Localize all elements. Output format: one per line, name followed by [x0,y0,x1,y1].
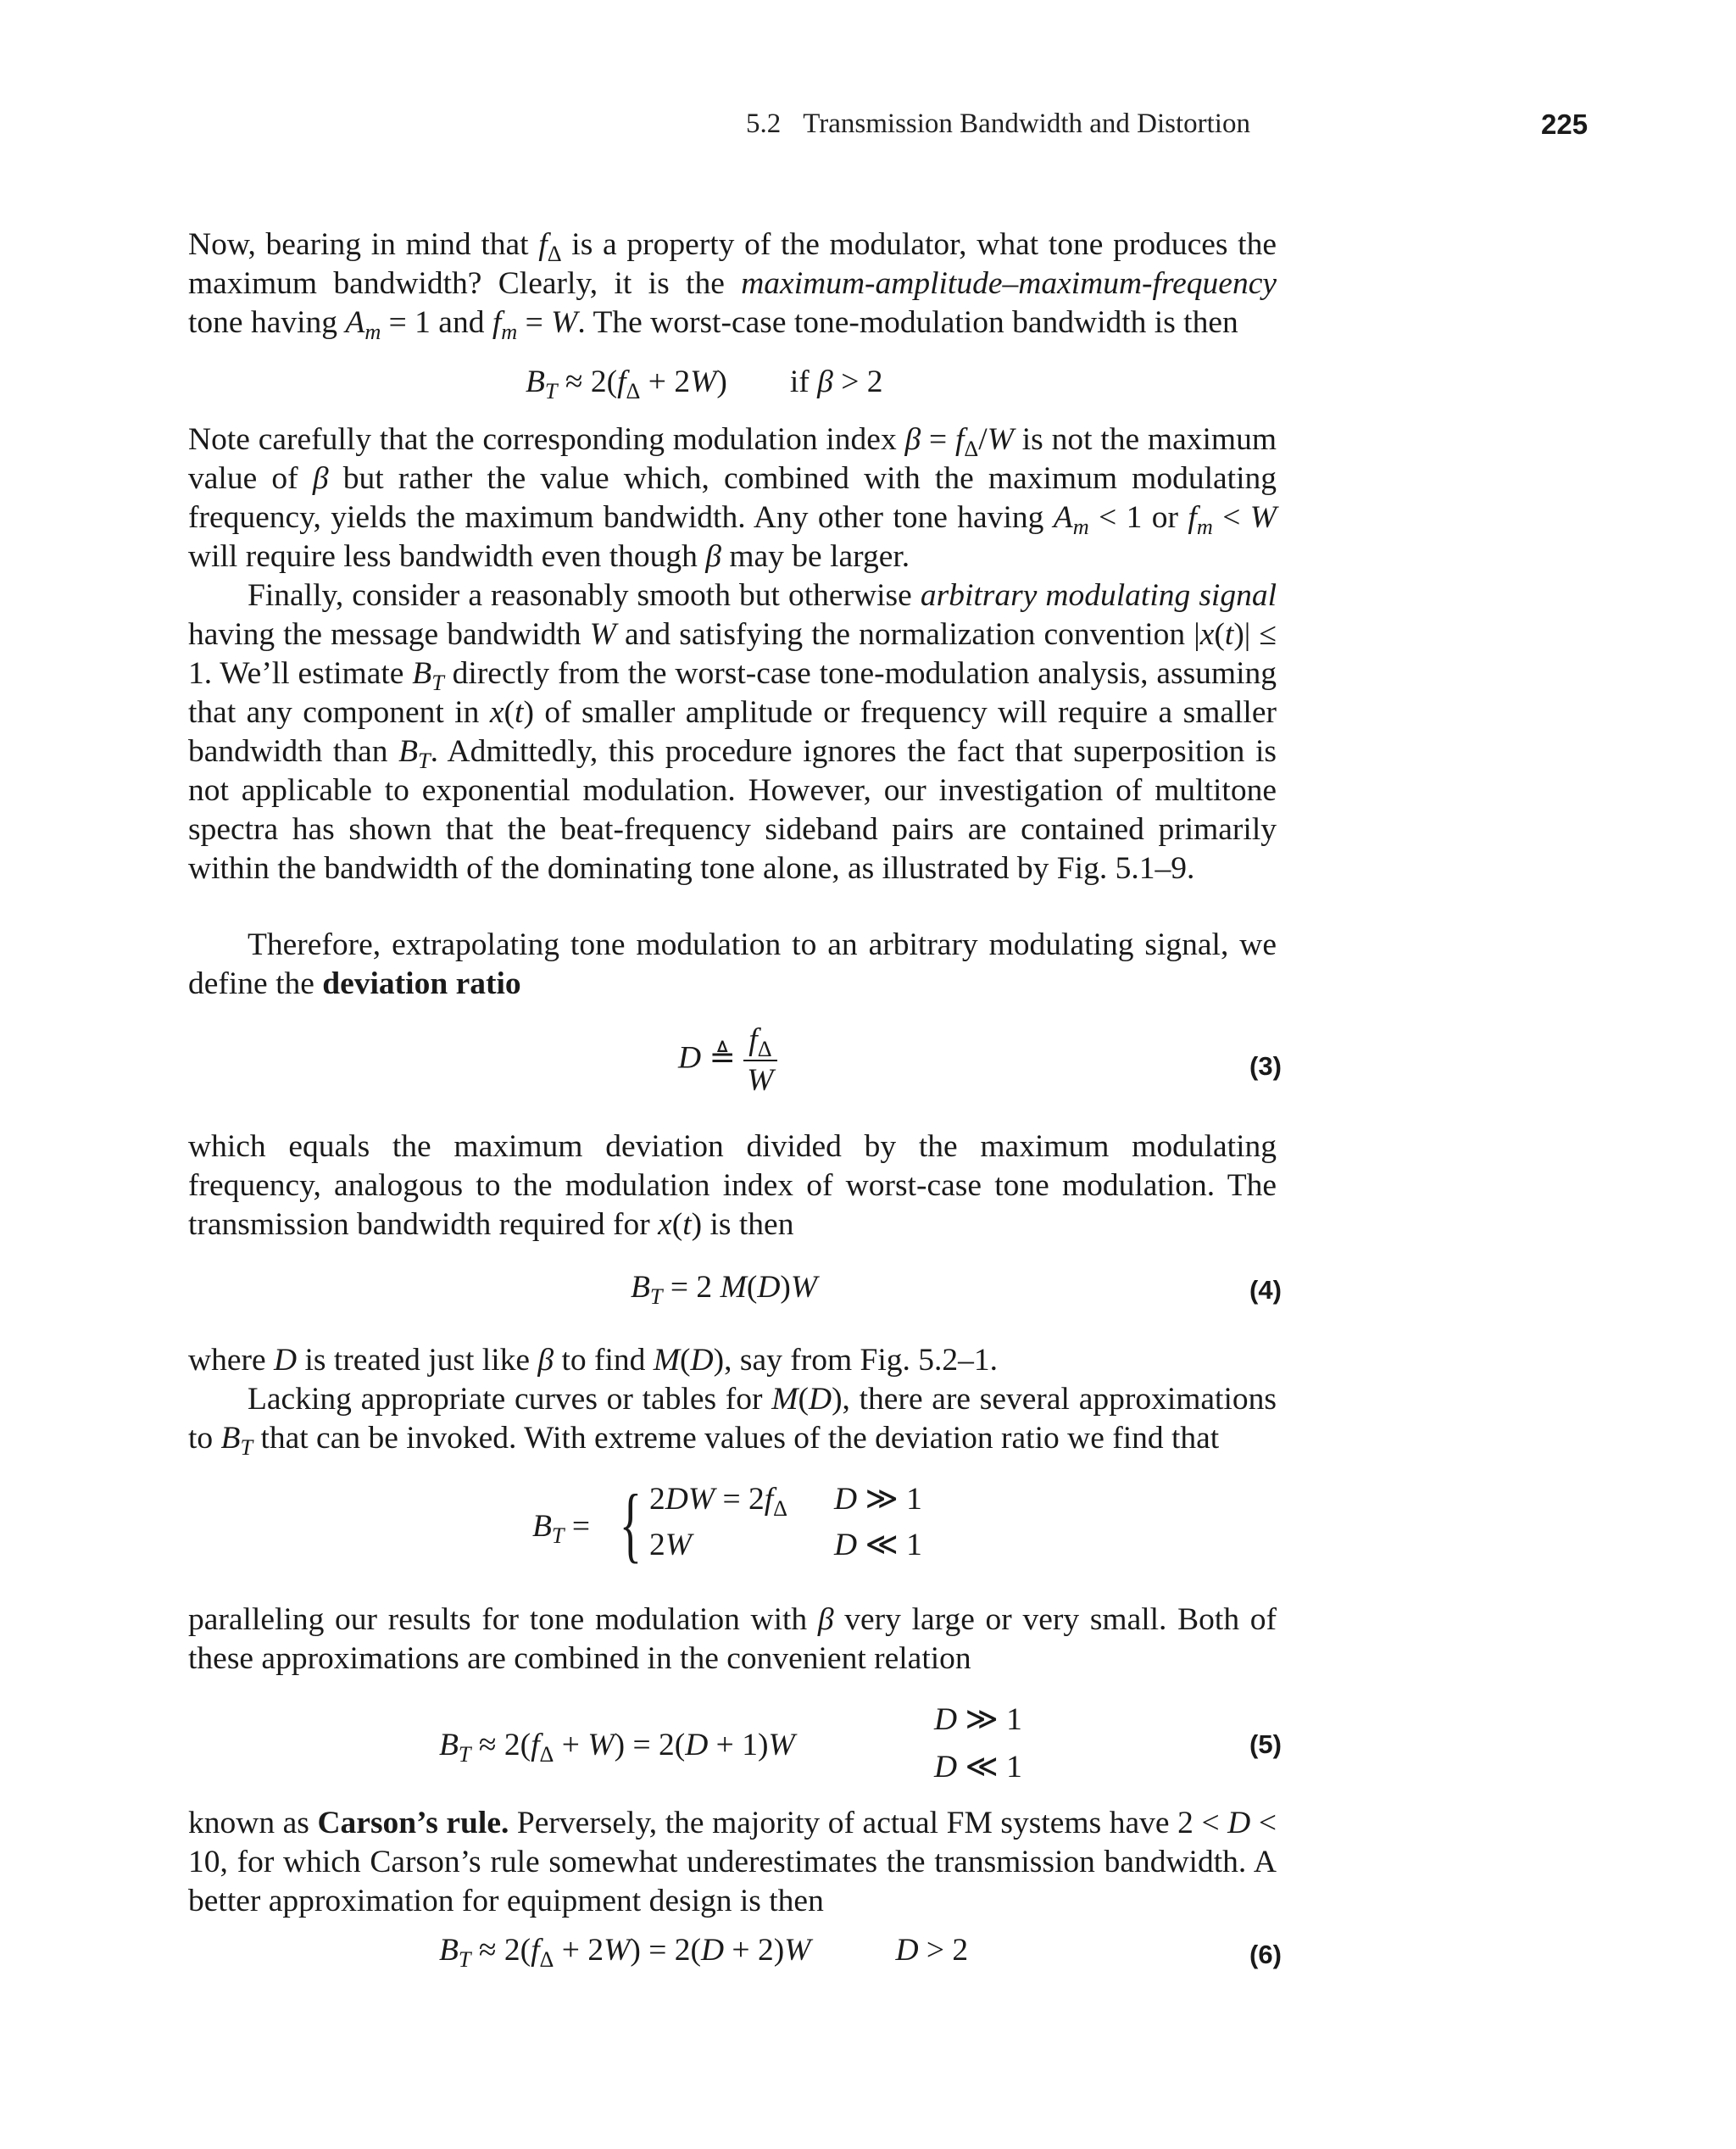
equation-number-6: (6) [1249,1940,1282,1969]
equation-number-5: (5) [1249,1729,1282,1759]
page-number: 225 [1541,109,1589,140]
section-number: 5.2 [746,109,782,139]
paragraph-9: known as Carson’s rule. Perversely, the majority of actual FM systems have 2 < D < 10, for which Carson’s rule somewhat underestimates the transmission bandwidth. A better approximation for equipment design is then [188,1806,1277,1918]
equation-3: D ≜ $\frac{f_\Delta}{W}$ [678,1021,777,1100]
paragraph-6: where D is treated just like β to find M(D), say from Fig. 5.2–1. [188,1343,999,1378]
paragraph-5: which equals the maximum deviation divided by the maximum modulating frequency, analogous to the modulation index of worst-case tone modulation. The transmission bandwidth required for x(t) is then [188,1129,1277,1242]
running-header [746,109,1250,140]
equation-number-3: (3) [1249,1051,1282,1081]
equation-5: $B_T \approx 2(f_\Delta + W) = 2(D + 1)W$ D ≫ 1 D ≪ 1 [439,1702,1022,1784]
section-title: Transmission Bandwidth and Distortion [803,109,1250,139]
equation-4: $B_T = 2$ M(D)W [631,1270,818,1309]
paragraph-4: Therefore, extrapolating tone modulation to an arbitrary modulating signal, we define the deviation ratio [188,927,1277,1001]
paragraph-8: paralleling our results for tone modulation with β very large or very small. Both of these approximations are combined in the convenient relation [188,1602,1277,1676]
equation-worst-case: $B_T \approx 2(f_\Delta + 2W)$ if β > 2 [526,365,883,404]
paragraph-7: Lacking appropriate curves or tables for M(D), there are several approximations to $B_T$ that can be invoked. With extreme values of the deviation ratio we find that [188,1382,1277,1460]
paragraph-3: Finally, consider a reasonably smooth but otherwise arbitrary modulating signal having the message bandwidth W and satisfying the normalization convention |x(t)| ≤ 1. We’ll estimate $B_T$ directly from the worst-case tone-modulation analysis, assuming that any component in x(t) of smaller amplitude or frequency will require a smaller bandwidth than $B_T$. Admittedly, this procedure ignores the fact that superposition is not applicable to exponential modulation. However, our investigation of multitone spectra has shown that the beat-frequency sideband pairs are contained primarily within the bandwidth of the dominating tone alone, as illustrated by Fig. 5.1–9. [188,578,1277,886]
equation-number-4: (4) [1249,1275,1282,1305]
paragraph-2: Note carefully that the corresponding modulation index $\beta = f_\Delta/W$ is not the maximum value of β but rather the value which, combined with the maximum modulating frequency, yields the maximum bandwidth. Any other tone having $A_m < 1$ or $f_m < W$ will require less bandwidth even though β may be larger. [188,422,1277,574]
paragraph-1: Now, bearing in mind that $f_\Delta$ is a property of the modulator, what tone produces the maximum bandwidth? Clearly, it is the maximum-amplitude–maximum-frequency tone having $A_m = 1$ and $f_m = W$. The worst-case tone-modulation bandwidth is then [188,227,1277,344]
textbook-page: 5.2 Transmission Bandwidth and Distortion 225 Now, bearing in mind that $f_\Delta$ is a property of the modulator, what tone produces the maximum bandwidth? Clearly, it is the maximum-amplitude–maximum-frequency tone having $A_m = 1$ and $f_m = W$. The worst-case tone-modulation bandwidth is then $B_T \approx 2(f_\Delta + 2W)$ if β > 2 Note carefully that the corresponding modulation index $\beta = f_\Delta/W$ is not the maximum value of β but rather the value which, combined with the maximum modulating frequency, yields the maximum bandwidth. Any other tone having $A_m < 1$ or $f_m < W$ will require less bandwidth even though β may be larger. Finally, consider a reasonably smooth but otherwise arbitrary modulating signal having the message bandwidth W and satisfying the normalization convention |x(t)| ≤ 1. We’ll estimate $B_T$ directly from the worst-case tone-modulation analysis, assuming that any component in x(t) of smaller amplitude or frequency will require a smaller bandwidth than $B_T$. Admittedly, this procedure ignores the fact that superposition is not applicable to exponential modulation. However, our investigation of multitone spectra has shown that the beat-frequency sideband pairs are contained primarily within the bandwidth of the dominating tone alone, as illustrated by Fig. 5.1–9. Therefore, extrapolating tone modulation to an arbitrary modulating signal, we define the deviation ratio D ≜ $\frac{f_\Delta}{W}$ which equals the maximum deviation divided by the maximum modulating frequency, analogous to the modulation index of worst-case tone modulation. The transmission bandwidth required for x(t) is then $B_T = 2$ M(D)W where D is treated just like β to find M(D), say from Fig. 5.2–1. Lacking appropriate curves or tables for M(D), there are several approximations to $B_T$ that can be invoked. With extreme values of the deviation ratio we find that $B_T$ = { $2DW = 2f_\Delta$ 2W D ≫ 1 D ≪ 1 paralleling our results for tone modulation with β very large or very small. Both of these approximations are combined in the convenient relation $B_T \approx 2(f_\Delta + W) = 2(D + 1)W$ D ≫ 1 D ≪ 1 known as Carson’s rule. Perversely, the majority of actual FM systems have 2 < D < 10, for which Carson’s rule somewhat underestimates the transmission bandwidth. A better approximation for equipment design is then $B_T \approx 2(f_\Delta + 2W) = 2(D + 2)W$ D > 2 (3) (4) (5) (6) [188,109,1589,1972]
equation-6: $B_T \approx 2(f_\Delta + 2W) = 2(D + 2)W$ D > 2 [439,1933,969,1972]
